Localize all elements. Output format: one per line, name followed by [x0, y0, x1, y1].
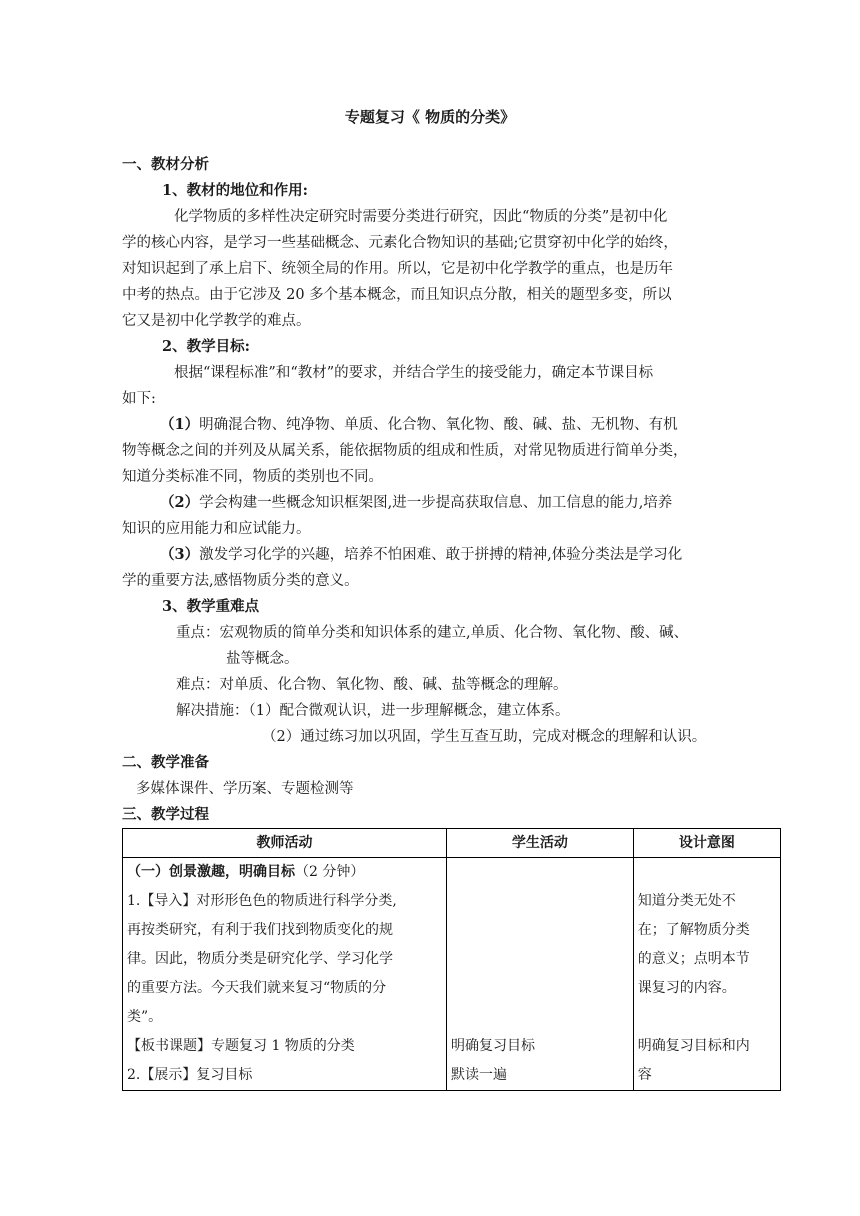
- subsection-3-heading: 3、教学重难点: [162, 598, 260, 615]
- goal-1-line: [160, 412, 678, 438]
- design-intent-cell: [633, 858, 780, 1091]
- paragraph-line: 知识的应用能力和应试能力。: [122, 521, 311, 537]
- intent-line: 在；了解物质分类: [637, 922, 750, 938]
- teacher-activity-cell: [123, 858, 447, 1091]
- paragraph-line: 知道分类标准不同，物质的类别也不同。: [122, 469, 383, 485]
- paragraph-line: 对知识起到了承上启下、统领全局的作用。所以，它是初中化学教学的重点，也是历年: [122, 261, 673, 277]
- goal-3-line: [160, 542, 682, 568]
- stage-time: （2 分钟）: [295, 864, 365, 880]
- intent-line: 课复习的内容。: [637, 980, 736, 996]
- paragraph-line: 中考的热点。由于它涉及 20 多个基本概念，而且知识点分散，相关的题型多变，所以: [122, 287, 672, 303]
- paragraph-line: 学的核心内容，是学习一些基础概念、元素化合物知识的基础;它贯穿初中化学的始终，: [122, 235, 678, 251]
- teacher-line: 类”。: [127, 1009, 163, 1025]
- subsection-1-heading: 1、教材的地位和作用:: [162, 182, 308, 199]
- header-design-intent: 设计意图: [633, 829, 780, 858]
- teacher-line: 【板书课题】专题复习 1 物质的分类: [127, 1038, 355, 1054]
- paragraph-line: 如下:: [122, 391, 156, 407]
- goal-2-text: 学会构建一些概念知识框架图,进一步提高获取信息、加工信息的能力,培养: [199, 495, 673, 511]
- paragraph-line: 它又是初中化学教学的难点。: [122, 313, 311, 329]
- subsection-2-heading: 2、教学目标:: [162, 338, 250, 355]
- stage-title-text: （一）创景激趣，明确目标: [127, 864, 295, 880]
- student-line: 明确复习目标: [450, 1038, 535, 1054]
- teacher-line: 2.【展示】复习目标: [127, 1067, 253, 1083]
- goal-2-line: [160, 490, 672, 516]
- paragraph-line: 根据“课程标准”和“教材”的要求，并结合学生的接受能力，确定本节课目标: [174, 365, 654, 381]
- solution-2: （2）通过练习加以巩固，学生互查互助，完成对概念的理解和认识。: [262, 729, 707, 745]
- table-header-row: [123, 829, 781, 858]
- teacher-line: 律。因此，物质分类是研究化学、学习化学: [127, 951, 393, 967]
- teaching-process-table: [122, 828, 781, 1091]
- goal-1-text: 明确混合物、纯净物、单质、化合物、氧化物、酸、碱、盐、无机物、有机: [199, 417, 678, 433]
- key-points-cont: 盐等概念。: [226, 651, 299, 667]
- student-activity-cell: [446, 858, 633, 1091]
- paragraph-line: 物等概念之间的并列及从属关系，能依据物质的组成和性质，对常见物质进行简单分类，: [122, 443, 688, 459]
- paragraph-line: 学的重要方法,感悟物质分类的意义。: [122, 573, 359, 589]
- solution-1: 解决措施：（1）配合微观认识，进一步理解概念，建立体系。: [176, 703, 570, 719]
- intent-line: 的意义；点明本节: [637, 951, 750, 967]
- key-points: 重点：宏观物质的简单分类和知识体系的建立,单质、化合物、氧化物、酸、碱、: [176, 625, 689, 641]
- section-3-heading: 三、教学过程: [122, 806, 209, 823]
- goal-3-text: 激发学习化学的兴趣，培养不怕困难、敢于拼搏的精神,体验分类法是学习化: [199, 547, 683, 563]
- preparation-text: 多媒体课件、学历案、专题检测等: [136, 781, 354, 797]
- stage-title: [127, 858, 442, 887]
- intent-line: 容: [637, 1067, 652, 1083]
- document-title: 专题复习《 物质的分类》: [344, 108, 516, 126]
- teacher-line: 再按类研究，有利于我们找到物质变化的规: [127, 922, 393, 938]
- goal-1-number: （1）: [160, 416, 200, 433]
- paragraph-line: 化学物质的多样性决定研究时需要分类进行研究，因此“物质的分类”是初中化: [174, 209, 668, 225]
- intent-line: 明确复习目标和内: [637, 1038, 750, 1054]
- header-student-activity: 学生活动: [446, 829, 633, 858]
- student-line: 默读一遍: [450, 1067, 507, 1083]
- difficult-points: 难点：对单质、化合物、氧化物、酸、碱、盐等概念的理解。: [176, 677, 568, 693]
- goal-3-number: （3）: [160, 546, 200, 563]
- section-2-heading: 二、教学准备: [122, 754, 209, 771]
- teacher-line: 的重要方法。今天我们就来复习“物质的分: [127, 980, 387, 996]
- intent-line: 知道分类无处不: [637, 893, 736, 909]
- table-row: [123, 858, 781, 1091]
- teacher-line: 1.【导入】对形形色色的物质进行科学分类,: [127, 893, 397, 909]
- goal-2-number: （2）: [160, 494, 200, 511]
- section-1-heading: 一、教材分析: [122, 156, 209, 173]
- header-teacher-activity: 教师活动: [123, 829, 447, 858]
